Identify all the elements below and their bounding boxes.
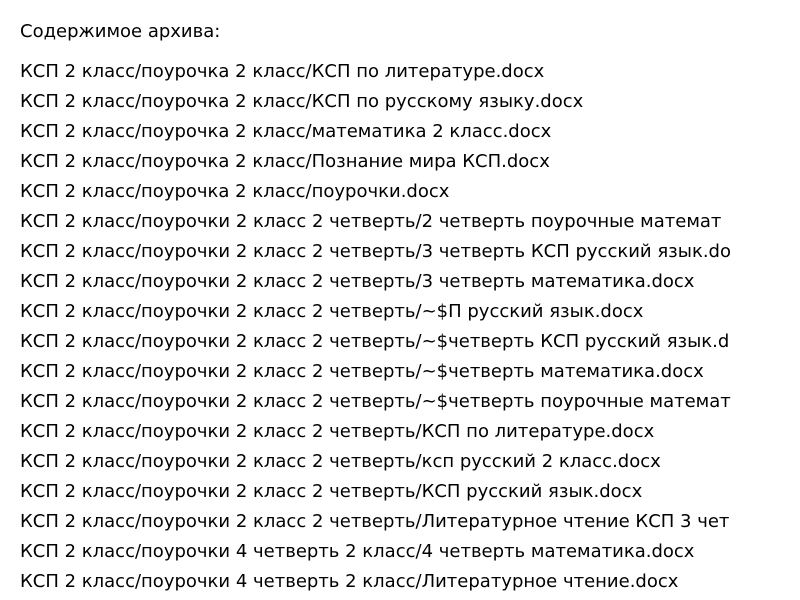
archive-file-list — [20, 60, 731, 600]
file-entry[interactable]: КСП 2 класс/поурочки 4 четверть 2 класс/4 четверть математика.docx — [20, 541, 695, 562]
file-entry[interactable]: КСП 2 класс/поурочки 2 класс 2 четверть/Литературное чтение КСП 3 чет — [20, 511, 730, 532]
file-entry[interactable]: КСП 2 класс/поурочки 2 класс 2 четверть/3 четверть КСП русский язык.do — [20, 241, 731, 262]
file-entry[interactable]: КСП 2 класс/поурочки 2 класс 2 четверть/КСП по литературе.docx — [20, 421, 655, 442]
file-entry[interactable]: КСП 2 класс/поурочка 2 класс/поурочки.docx — [20, 181, 450, 202]
file-entry[interactable]: КСП 2 класс/поурочка 2 класс/КСП по русскому языку.docx — [20, 91, 584, 112]
file-entry[interactable]: КСП 2 класс/поурочки 2 класс 2 четверть/КСП русский язык.docx — [20, 481, 643, 502]
file-entry[interactable]: КСП 2 класс/поурочка 2 класс/КСП по литературе.docx — [20, 61, 545, 82]
file-entry[interactable]: КСП 2 класс/поурочки 2 класс 2 четверть/2 четверть поурочные математ — [20, 211, 722, 232]
file-entry[interactable]: КСП 2 класс/поурочки 2 класс 2 четверть/~$четверть математика.docx — [20, 361, 704, 382]
file-entry[interactable]: КСП 2 класс/поурочки 4 четверть 2 класс/Литературное чтение.docx — [20, 571, 679, 592]
file-entry[interactable]: КСП 2 класс/поурочки 2 класс 2 четверть/3 четверть математика.docx — [20, 271, 695, 292]
file-entry[interactable]: КСП 2 класс/поурочки 2 класс 2 четверть/ксп русский 2 класс.docx — [20, 451, 661, 472]
archive-heading: Содержимое архива: — [20, 21, 221, 42]
file-entry[interactable]: КСП 2 класс/поурочка 2 класс/математика 2 класс.docx — [20, 121, 552, 142]
file-entry[interactable]: КСП 2 класс/поурочки 2 класс 2 четверть/~$П русский язык.docx — [20, 301, 644, 322]
file-entry[interactable]: КСП 2 класс/поурочки 2 класс 2 четверть/~$четверть поурочные математ — [20, 391, 731, 412]
file-entry[interactable]: КСП 2 класс/поурочка 2 класс/Познание мира КСП.docx — [20, 151, 550, 172]
file-entry[interactable]: КСП 2 класс/поурочки 2 класс 2 четверть/~$четверть КСП русский язык.d — [20, 331, 730, 352]
